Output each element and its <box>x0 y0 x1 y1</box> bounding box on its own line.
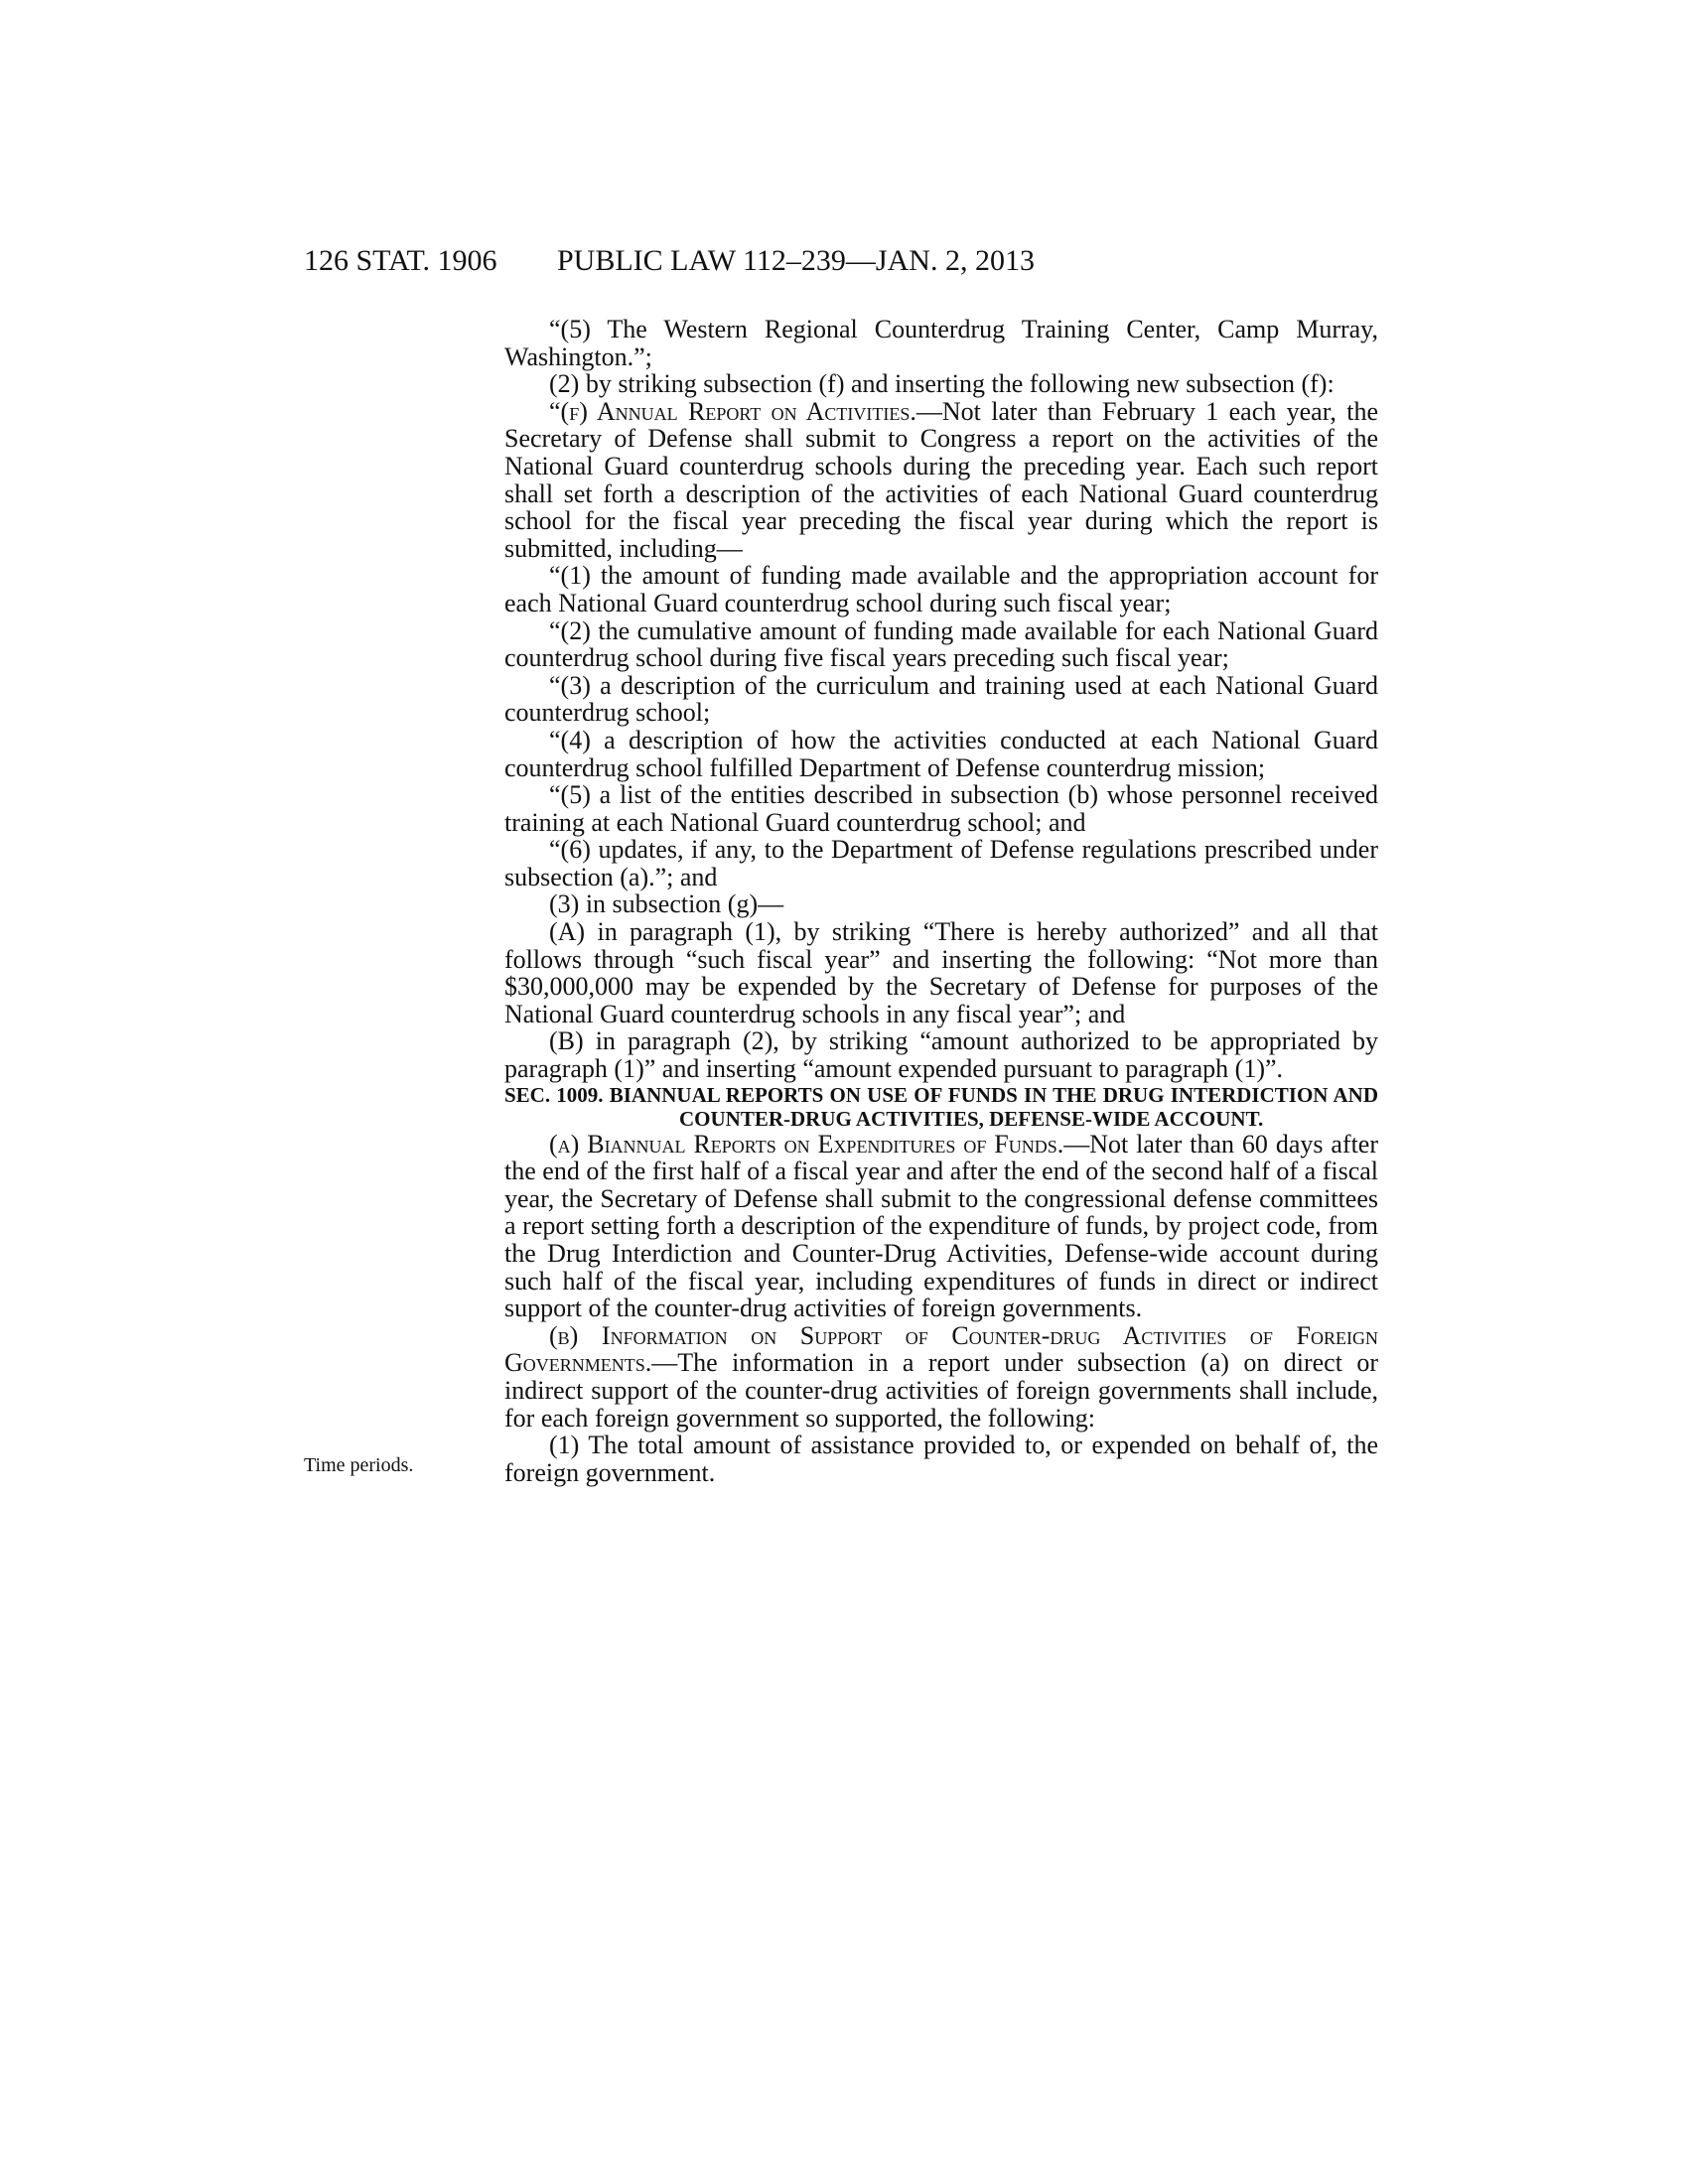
paragraph: “(5) a list of the entities described in subsection (b) whose personnel received training at each National Guard counterdrug school; and <box>504 780 1378 837</box>
paragraph: “(5) The Western Regional Counterdrug Training Center, Camp Murray, Washington.”; <box>504 315 1378 371</box>
document-body <box>504 316 1378 1486</box>
paragraph: (A) in paragraph (1), by striking “There is hereby authorized” and all that follows through “such fiscal year” and inserting the following: “Not more than $30,000,000 may be expended by the Secretary of Defense for purposes of the National Guard counterdrug schools in any fiscal year”; and <box>504 917 1378 1028</box>
paragraph: (3) in subsection (g)— <box>549 889 784 919</box>
paragraph: (B) in paragraph (2), by striking “amount authorized to be appropriated by paragraph (1)” and inserting “amount expended pursuant to paragraph (1)”. <box>504 1026 1378 1084</box>
statute-reference: 126 STAT. 1906 <box>304 244 497 277</box>
paragraph: “(2) the cumulative amount of funding made available for each National Guard counterdrug school during five fiscal years preceding such fiscal year; <box>504 615 1378 673</box>
paragraph-text: —Not later than 60 days after the end of the first half of a fiscal year and after the end of the second half of a fiscal year, the Secretary of Defense shall submit to the congressional defense committees a report setting forth a description of the expenditure of funds, by project code, from the Drug Interdiction and Counter-Drug Activities, Defense-wide account during such half of the fiscal year, including expenditures of funds in direct or indirect support of the counter-drug activities of foreign governments. <box>504 1129 1379 1323</box>
subsection-heading: (a) Biannual Reports on Expenditures of Funds. <box>549 1129 1064 1159</box>
paragraph-text: —The information in a report under subsection (a) on direct or indirect support of the counter-drug activities of foreign governments shall include, for each foreign government so supported, the following: <box>504 1348 1378 1433</box>
paragraph: “(6) updates, if any, to the Department of Defense regulations prescribed under subsection (a).”; and <box>504 835 1378 891</box>
paragraph <box>504 1131 1378 1322</box>
paragraph <box>504 1322 1378 1432</box>
paragraph: (1) The total amount of assistance provided to, or expended on behalf of, the foreign government. <box>504 1431 1378 1487</box>
paragraph-text: —Not later than February 1 each year, the Secretary of Defense shall submit to Congress a report on the activities of the National Guard counterdrug schools during the preceding year. Each such report shall set forth a description of the activities of each National Guard counterdrug school for the fiscal year preceding the fiscal year during which the report is submitted, including— <box>504 396 1378 563</box>
public-law-reference: PUBLIC LAW 112–239—JAN. 2, 2013 <box>557 244 1035 277</box>
paragraph <box>504 398 1378 563</box>
page-header <box>0 244 1688 284</box>
paragraph: “(4) a description of how the activities conducted at each National Guard counterdrug school fulfilled Department of Defense counterdrug mission; <box>504 725 1378 782</box>
paragraph: (2) by striking subsection (f) and inserting the following new subsection (f): <box>549 369 1335 399</box>
margin-note: Time periods. <box>304 1454 414 1476</box>
paragraph: “(3) a description of the curriculum and training used at each National Guard counterdrug school; <box>504 670 1378 728</box>
section-heading: SEC. 1009. BIANNUAL REPORTS ON USE OF FUNDS IN THE DRUG INTERDICTION AND COUNTER-DRUG ACTIVITIES, DEFENSE-WIDE ACCOUNT. <box>504 1082 1378 1131</box>
paragraph: “(1) the amount of funding made available and the appropriation account for each National Guard counterdrug school during such fiscal year; <box>504 561 1378 617</box>
subsection-heading: “(f) Annual Report on Activities. <box>549 396 916 426</box>
subsection-heading: (b) Information on Support of Counter-drug Activities of Foreign Governments. <box>504 1320 1378 1378</box>
